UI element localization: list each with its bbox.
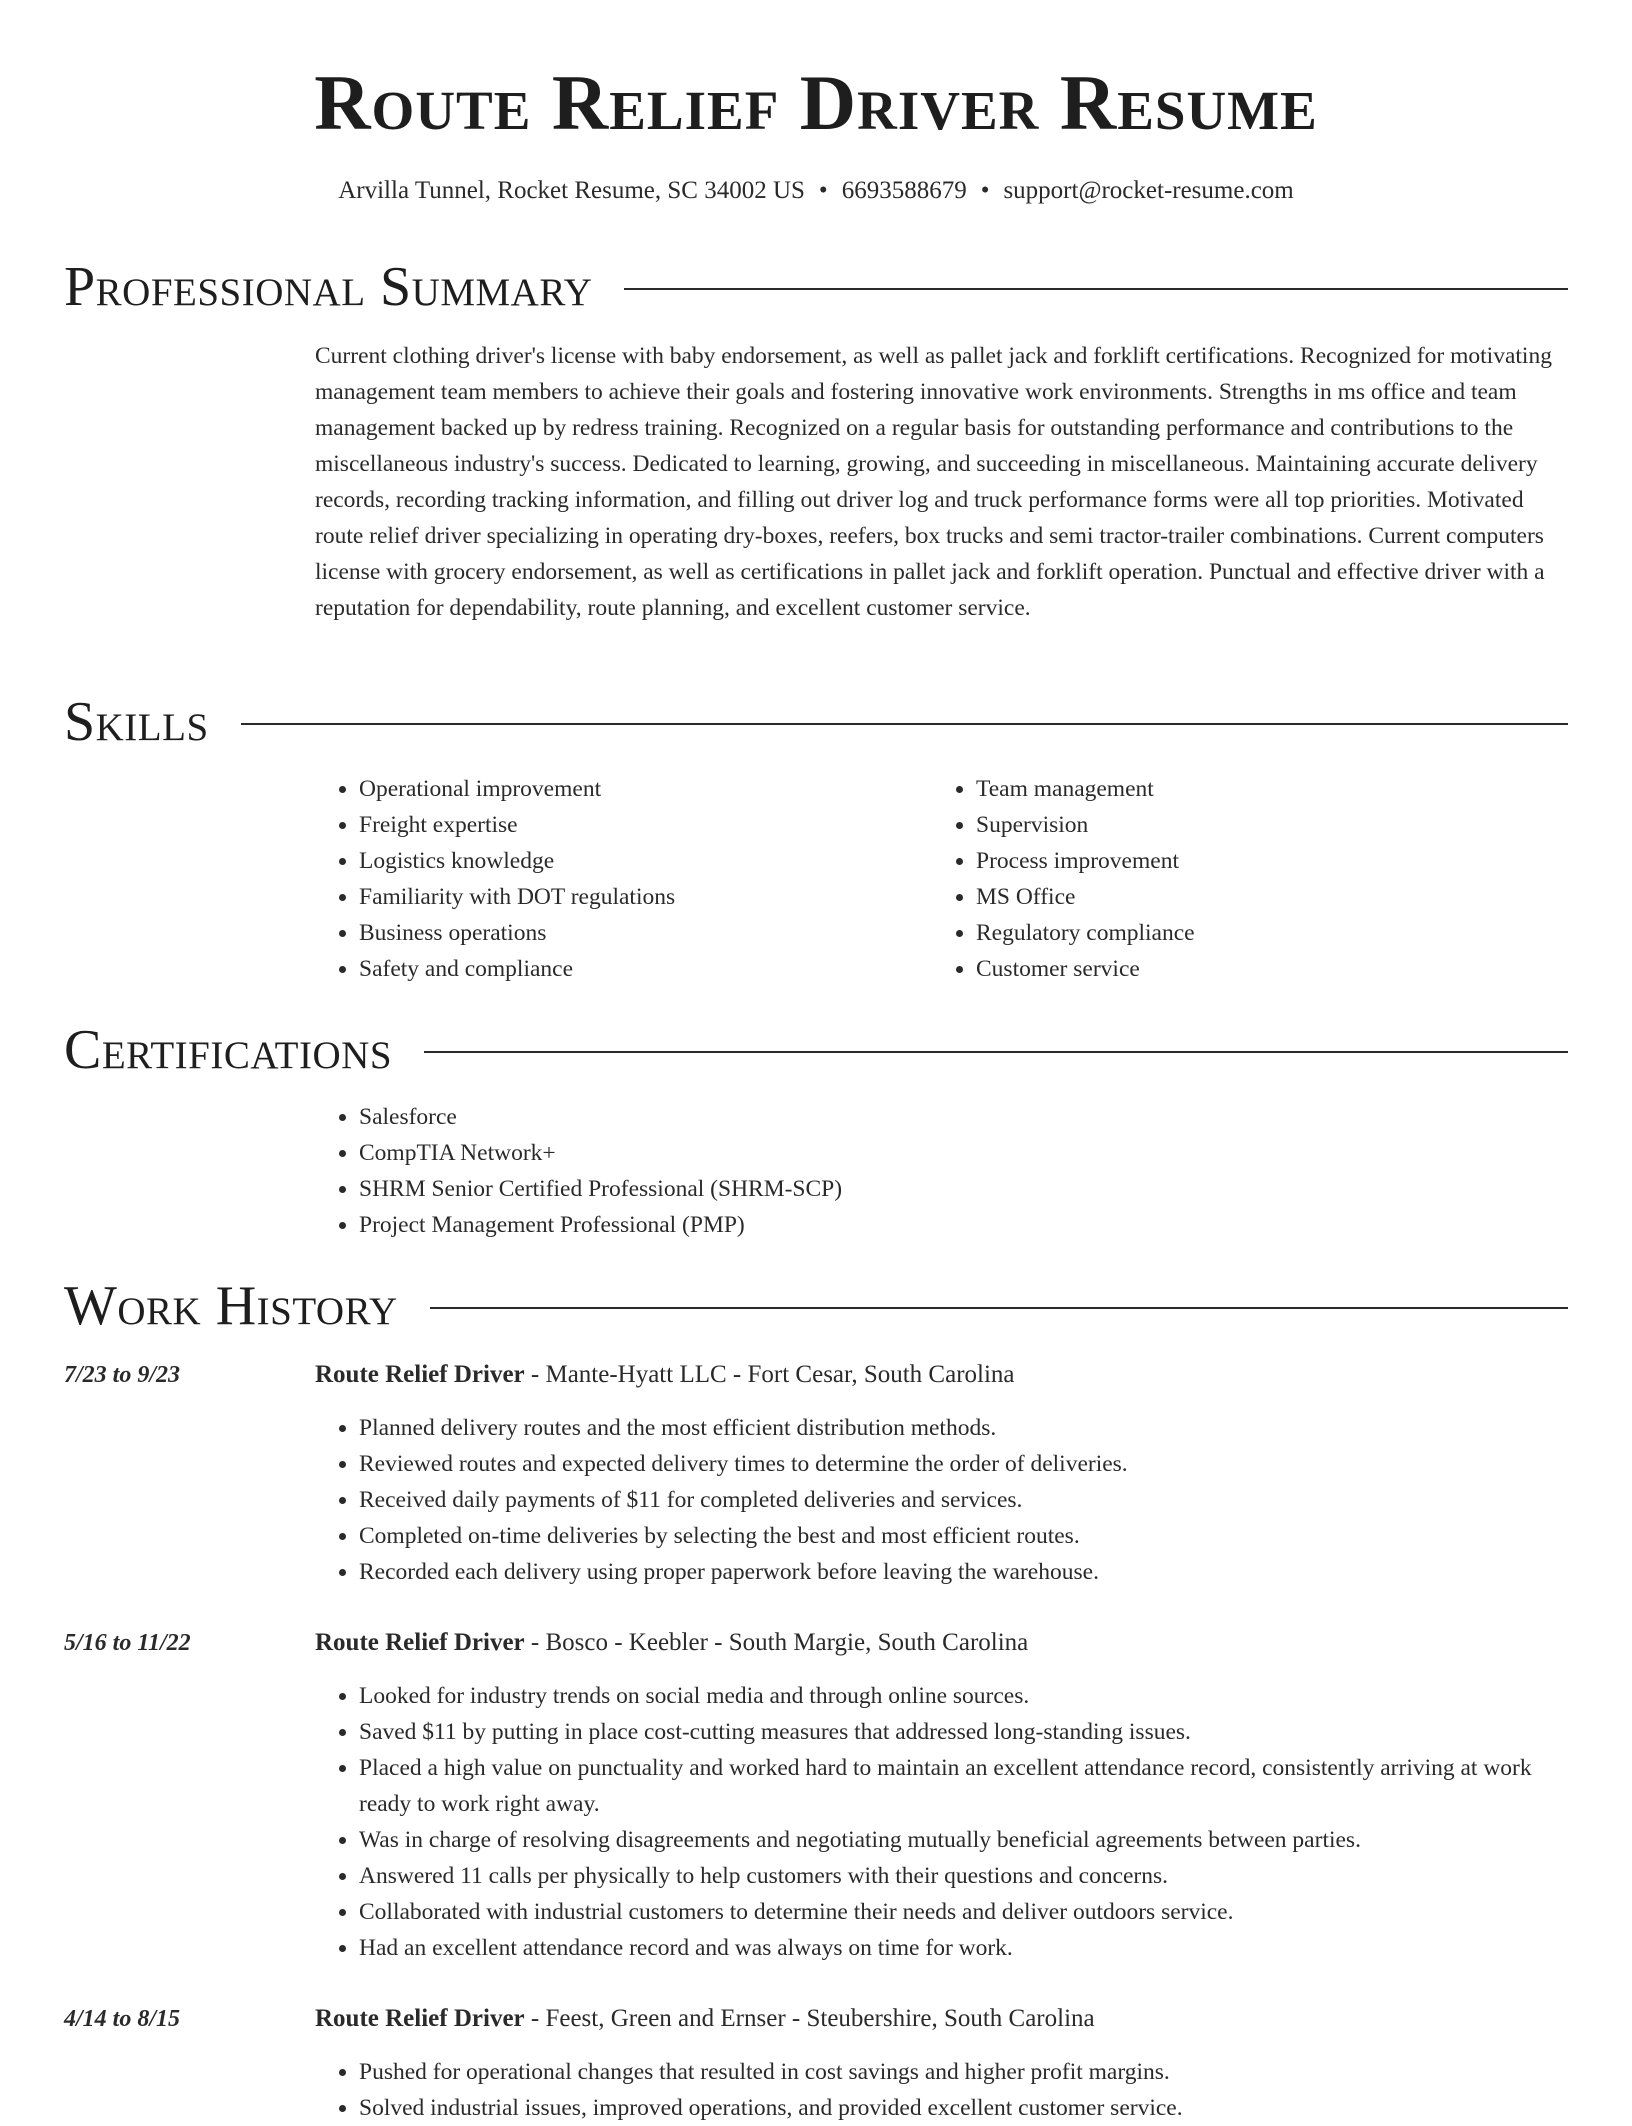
certifications-section-header	[64, 1018, 1568, 1082]
job-bullets	[315, 1410, 1568, 1590]
job-bullet: • Saved $11 by putting in place cost-cutting measures that addressed long-standing issues.	[359, 1714, 1568, 1750]
job-bullets	[315, 1678, 1568, 1966]
contact-phone: 6693588679	[841, 177, 967, 204]
section-divider	[624, 288, 1568, 290]
skills-section-header	[64, 690, 1568, 754]
skill-item: • Business operations	[359, 915, 932, 951]
job-employer: - Bosco - Keebler - South Margie, South Carolina	[524, 1629, 1029, 1656]
skill-item: • Regulatory compliance	[976, 915, 1549, 951]
skills-column-left	[315, 771, 932, 987]
job-bullet: • Pushed for operational changes that resulted in cost savings and higher profit margins.	[359, 2054, 1568, 2090]
job-dates: 4/14 to 8/15	[64, 2006, 181, 2032]
job-bullet: • Planned delivery routes and the most efficient distribution methods.	[359, 1410, 1568, 1446]
section-divider	[430, 1307, 1568, 1309]
job-bullet: • Looked for industry trends on social media and through online sources.	[359, 1678, 1568, 1714]
skill-item: • Customer service	[976, 951, 1549, 987]
certifications-heading: Certifications	[64, 1019, 393, 1081]
job-bullet: • Collaborated with industrial customers to determine their needs and deliver outdoors service.	[359, 1894, 1568, 1930]
job-bullet: • Recorded each delivery using proper paperwork before leaving the warehouse.	[359, 1554, 1568, 1590]
certification-item: • Salesforce	[359, 1099, 1568, 1135]
job-dates: 5/16 to 11/22	[64, 1630, 191, 1656]
skills-list	[315, 771, 1568, 987]
skill-item: • Logistics knowledge	[359, 843, 932, 879]
certifications-list	[315, 1099, 1568, 1243]
job-bullet: • Was in charge of resolving disagreements and negotiating mutually beneficial agreements between parties.	[359, 1822, 1568, 1858]
skill-item: • Process improvement	[976, 843, 1549, 879]
job-role: Route Relief Driver	[315, 2005, 525, 2032]
job-bullet: • Had an excellent attendance record and was always on time for work.	[359, 1930, 1568, 1966]
certification-item: • Project Management Professional (PMP)	[359, 1207, 1568, 1243]
job-bullet: • Answered 11 calls per physically to help customers with their questions and concerns.	[359, 1858, 1568, 1894]
contact-separator: •	[818, 177, 828, 204]
contact-email: support@rocket-resume.com	[1003, 177, 1294, 204]
work-history-heading: Work History	[64, 1275, 398, 1337]
contact-address: Arvilla Tunnel, Rocket Resume, SC 34002 US	[338, 177, 805, 204]
summary-heading: Professional Summary	[64, 256, 593, 318]
skill-item: • Supervision	[976, 807, 1549, 843]
job-dates: 7/23 to 9/23	[64, 1362, 181, 1388]
skills-heading: Skills	[64, 691, 209, 753]
contact-separator: •	[980, 177, 990, 204]
job-bullet: • Received daily payments of $11 for completed deliveries and services.	[359, 1482, 1568, 1518]
skill-item: • Safety and compliance	[359, 951, 932, 987]
skill-item: • Freight expertise	[359, 807, 932, 843]
job-header	[315, 1625, 1568, 1661]
job-employer: - Mante-Hyatt LLC - Fort Cesar, South Carolina	[524, 1361, 1015, 1388]
job-bullet: • Reviewed routes and expected delivery times to determine the order of deliveries.	[359, 1446, 1568, 1482]
job-bullet: • Placed a high value on punctuality and worked hard to maintain an excellent attendance record, consistently arriving at work ready to work right away.	[359, 1750, 1568, 1822]
section-divider	[241, 723, 1568, 725]
summary-section-header	[64, 255, 1568, 319]
job-header	[315, 1357, 1568, 1393]
skills-column-right	[932, 771, 1549, 987]
job-bullets	[315, 2054, 1568, 2126]
summary-text: Current clothing driver's license with baby endorsement, as well as pallet jack and forklift certifications. Recognized for motivating management team members to achieve their goals and fostering innovative work environments. Strengths in ms office and team management backed up by redress training. Recognized on a regular basis for outstanding performance and contributions to the miscellaneous industry's success. Dedicated to learning, growing, and succeeding in miscellaneous. Maintaining accurate delivery records, recording tracking information, and filling out driver log and truck performance forms were all top priorities. Motivated route relief driver specializing in operating dry-boxes, reefers, box trucks and semi tractor-trailer combinations. Current computers license with grocery endorsement, as well as certifications in pallet jack and forklift operation. Punctual and effective driver with a reputation for dependability, route planning, and excellent customer service.	[315, 343, 1552, 621]
job-header	[315, 2001, 1568, 2037]
job-bullet: • Solved industrial issues, improved operations, and provided excellent customer service.	[359, 2090, 1568, 2126]
skill-item: • Operational improvement	[359, 771, 932, 807]
page-title: Route Relief Driver Resume	[314, 59, 1318, 146]
job-employer: - Feest, Green and Ernser - Steubershire, South Carolina	[524, 2005, 1095, 2032]
work-history-section-header	[64, 1274, 1568, 1338]
skill-item: • Team management	[976, 771, 1549, 807]
job-role: Route Relief Driver	[315, 1629, 525, 1656]
certification-item: • CompTIA Network+	[359, 1135, 1568, 1171]
section-divider	[424, 1051, 1568, 1053]
job-role: Route Relief Driver	[315, 1361, 525, 1388]
certification-item: • SHRM Senior Certified Professional (SHRM-SCP)	[359, 1171, 1568, 1207]
job-bullet: • Completed on-time deliveries by selecting the best and most efficient routes.	[359, 1518, 1568, 1554]
contact-line	[64, 175, 1568, 207]
skill-item: • MS Office	[976, 879, 1549, 915]
skill-item: • Familiarity with DOT regulations	[359, 879, 932, 915]
